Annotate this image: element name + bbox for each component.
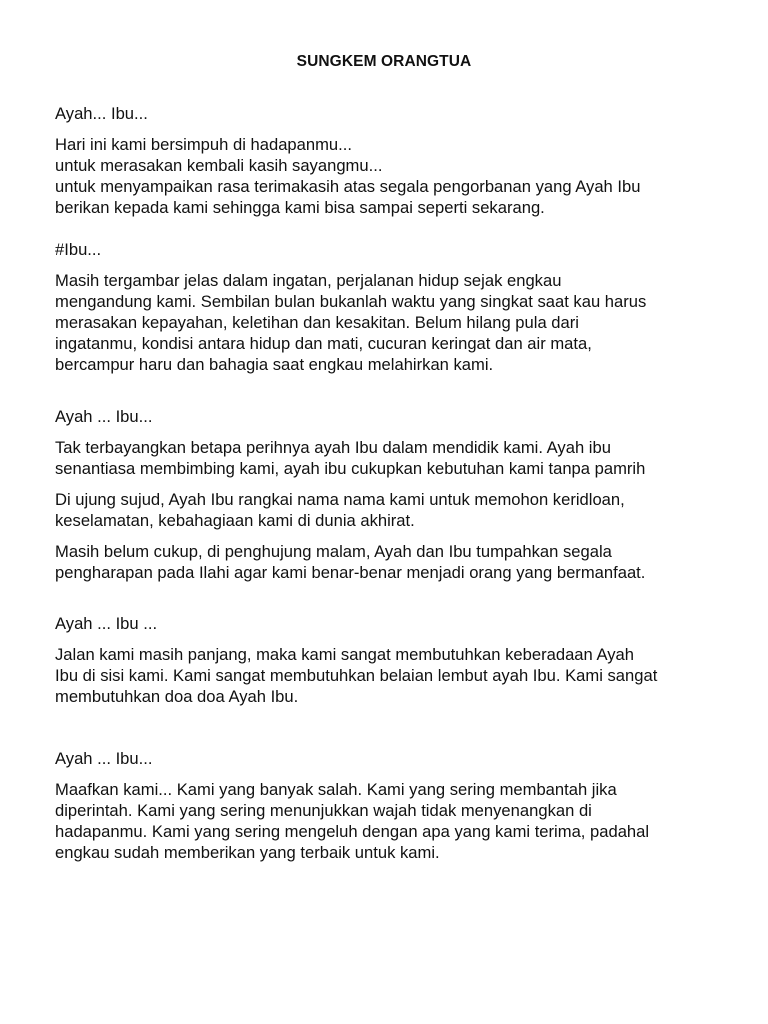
paragraph bbox=[55, 489, 713, 531]
paragraph bbox=[55, 644, 713, 707]
paragraph-line: ingatanmu, kondisi antara hidup dan mati, cucuran keringat dan air mata, bbox=[55, 334, 592, 353]
paragraph-line: keselamatan, kebahagiaan kami di dunia akhirat. bbox=[55, 511, 415, 530]
section-greeting: Ayah... Ibu... bbox=[55, 104, 148, 123]
paragraph bbox=[55, 541, 713, 583]
paragraph-line: merasakan kepayahan, keletihan dan kesakitan. Belum hilang pula dari bbox=[55, 313, 579, 332]
paragraph-line: Jalan kami masih panjang, maka kami sangat membutuhkan keberadaan Ayah bbox=[55, 645, 634, 664]
section-2 bbox=[55, 239, 713, 375]
paragraph-line: Di ujung sujud, Ayah Ibu rangkai nama nama kami untuk memohon keridloan, bbox=[55, 490, 625, 509]
paragraph-line: Masih tergambar jelas dalam ingatan, perjalanan hidup sejak engkau bbox=[55, 271, 562, 290]
section-4 bbox=[55, 613, 713, 707]
paragraph-line: bercampur haru dan bahagia saat engkau melahirkan kami. bbox=[55, 355, 494, 374]
paragraph-line: mengandung kami. Sembilan bulan bukanlah waktu yang singkat saat kau harus bbox=[55, 292, 647, 311]
section-1 bbox=[55, 103, 713, 218]
paragraph-line: diperintah. Kami yang sering menunjukkan wajah tidak menyenangkan di bbox=[55, 801, 592, 820]
paragraph bbox=[55, 270, 713, 375]
paragraph-line: Hari ini kami bersimpuh di hadapanmu... bbox=[55, 135, 352, 154]
paragraph bbox=[55, 779, 713, 863]
paragraph bbox=[55, 134, 713, 218]
paragraph-line: berikan kepada kami sehingga kami bisa sampai seperti sekarang. bbox=[55, 198, 545, 217]
paragraph-line: Tak terbayangkan betapa perihnya ayah Ibu dalam mendidik kami. Ayah ibu bbox=[55, 438, 611, 457]
paragraph-line: Ibu di sisi kami. Kami sangat membutuhkan belaian lembut ayah Ibu. Kami sangat bbox=[55, 666, 658, 685]
paragraph-line: untuk merasakan kembali kasih sayangmu... bbox=[55, 156, 383, 175]
paragraph-line: engkau sudah memberikan yang terbaik untuk kami. bbox=[55, 843, 440, 862]
section-5 bbox=[55, 748, 713, 863]
paragraph-line: pengharapan pada Ilahi agar kami benar-benar menjadi orang yang bermanfaat. bbox=[55, 563, 646, 582]
paragraph-line: senantiasa membimbing kami, ayah ibu cukupkan kebutuhan kami tanpa pamrih bbox=[55, 459, 646, 478]
section-3 bbox=[55, 406, 713, 583]
paragraph-line: membutuhkan doa doa Ayah Ibu. bbox=[55, 687, 299, 706]
paragraph-line: Masih belum cukup, di penghujung malam, Ayah dan Ibu tumpahkan segala bbox=[55, 542, 612, 561]
document-title: SUNGKEM ORANGTUA bbox=[296, 53, 472, 70]
section-greeting: #Ibu... bbox=[55, 240, 102, 259]
paragraph bbox=[55, 437, 713, 479]
section-greeting: Ayah ... Ibu ... bbox=[55, 614, 158, 633]
section-greeting: Ayah ... Ibu... bbox=[55, 407, 153, 426]
section-greeting: Ayah ... Ibu... bbox=[55, 749, 153, 768]
paragraph-line: untuk menyampaikan rasa terimakasih atas segala pengorbanan yang Ayah Ibu bbox=[55, 177, 641, 196]
paragraph-line: hadapanmu. Kami yang sering mengeluh dengan apa yang kami terima, padahal bbox=[55, 822, 650, 841]
paragraph-line: Maafkan kami... Kami yang banyak salah. Kami yang sering membantah jika bbox=[55, 780, 617, 799]
